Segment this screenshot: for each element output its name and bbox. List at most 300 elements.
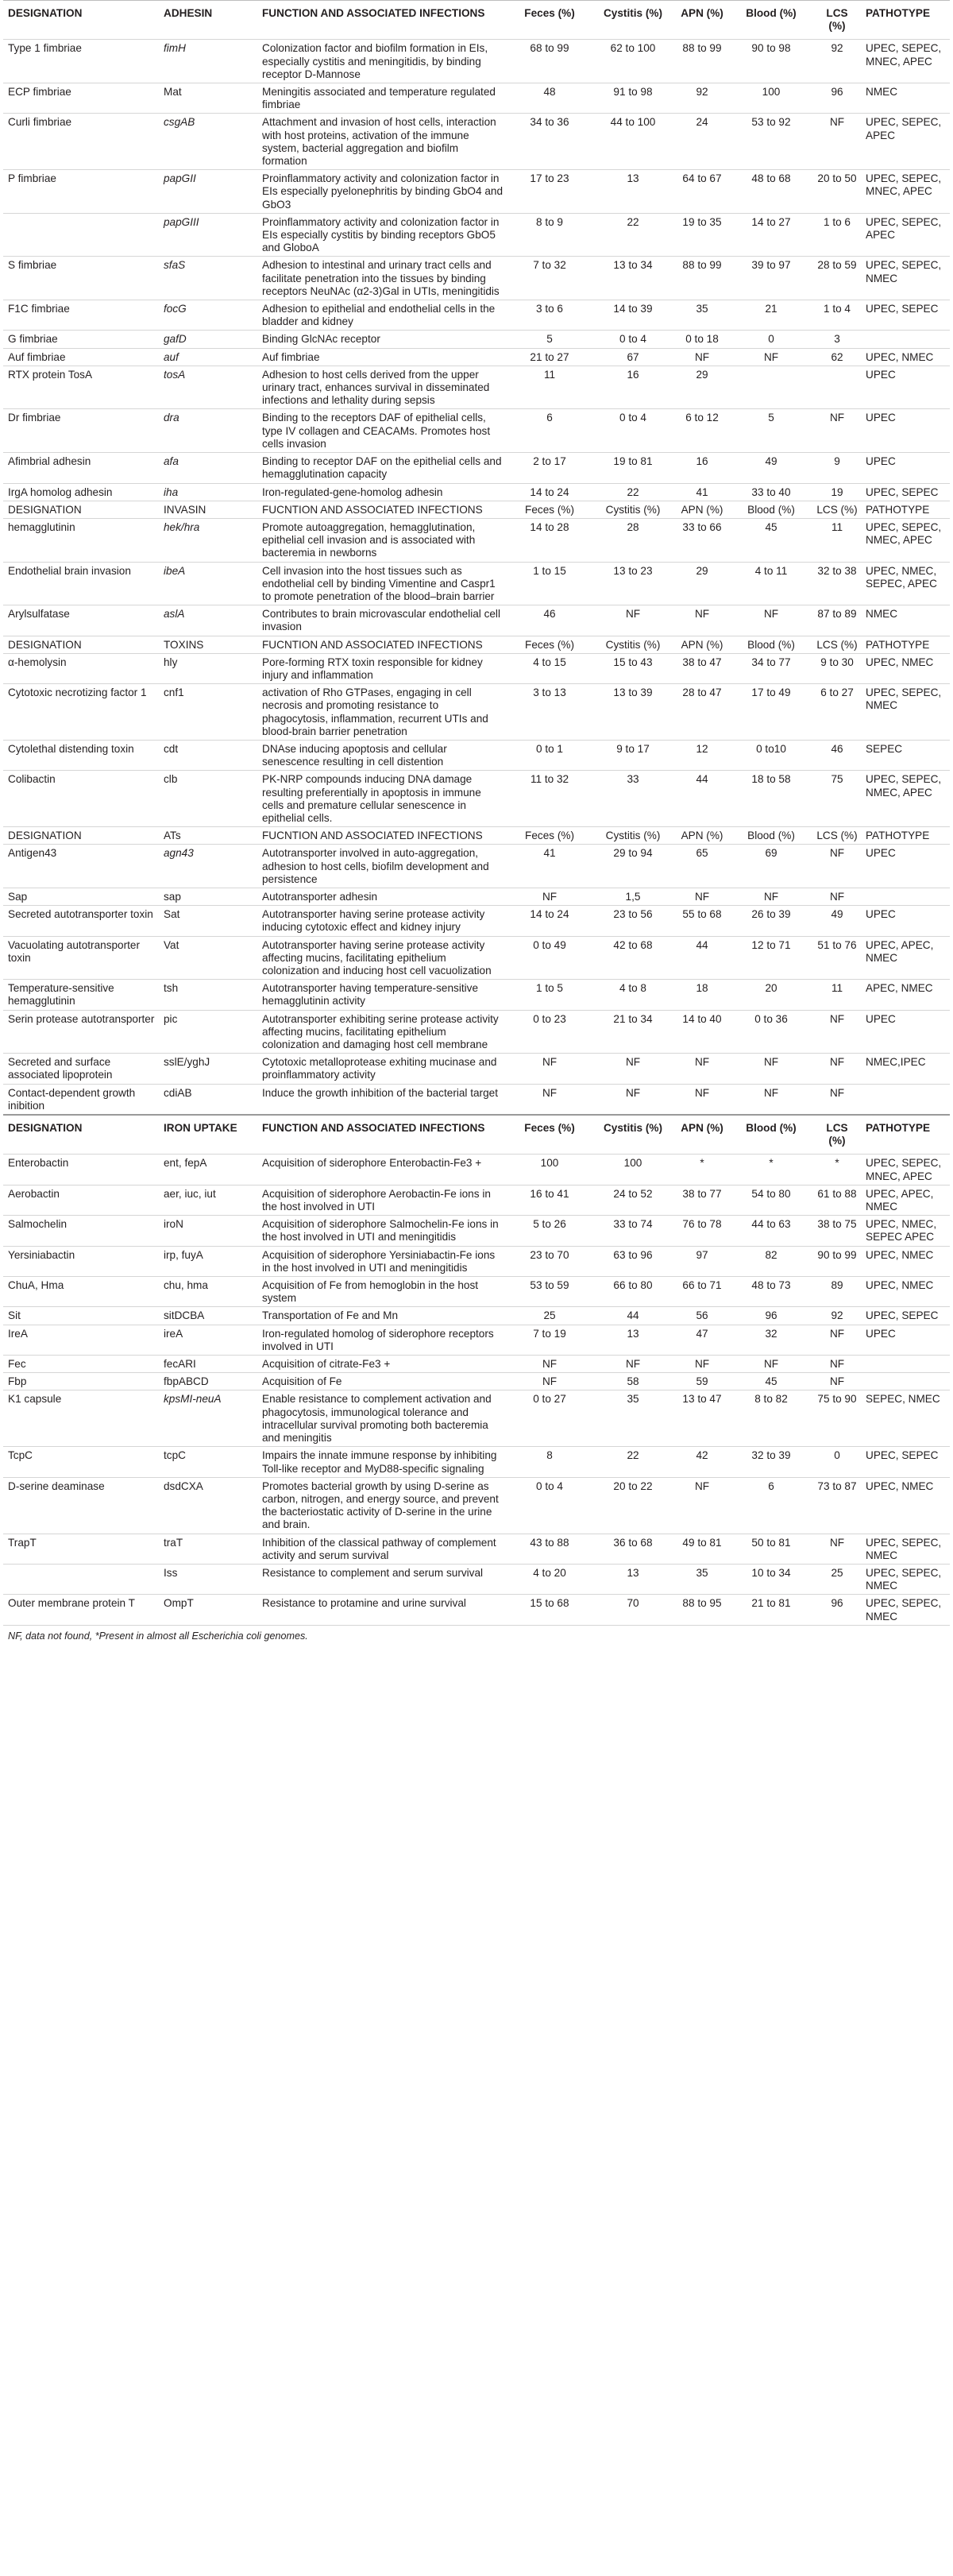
designation-cell: Vacuolating autotransporter toxin	[3, 936, 159, 980]
gene-cell: fecARI	[159, 1356, 257, 1373]
blood-cell: Blood (%)	[729, 827, 812, 845]
designation-cell: DESIGNATION	[3, 827, 159, 845]
apn-cell: 16	[673, 453, 729, 483]
gene-cell: cnf1	[159, 684, 257, 741]
function-cell: Autotransporter having serine protease activity inducing cytotoxic effect and kidney injury	[257, 906, 507, 936]
header-lcs: LCS (%)	[812, 1, 861, 40]
designation-cell: Antigen43	[3, 845, 159, 888]
designation-cell: TcpC	[3, 1447, 159, 1477]
gene-cell: cdiAB	[159, 1084, 257, 1115]
header-pathotype: PATHOTYPE	[861, 1, 950, 40]
header-designation: DESIGNATION	[3, 1, 159, 40]
apn-cell: 97	[673, 1246, 729, 1276]
table-row	[3, 83, 950, 114]
cystitis-cell: 22	[591, 483, 673, 501]
lcs-cell: 62	[812, 348, 861, 366]
cystitis-cell: 0 to 4	[591, 409, 673, 453]
table-row	[3, 300, 950, 331]
table-row	[3, 906, 950, 936]
designation-cell: S fimbriae	[3, 257, 159, 300]
table-row	[3, 257, 950, 300]
lcs-cell: NF	[812, 845, 861, 888]
designation-cell: ECP fimbriae	[3, 83, 159, 114]
table-row	[3, 1010, 950, 1054]
table-row	[3, 1185, 950, 1215]
blood-cell: 10 to 34	[729, 1564, 812, 1594]
feces-cell: NF	[507, 1373, 591, 1390]
gene-cell: tcpC	[159, 1447, 257, 1477]
feces-cell: 34 to 36	[507, 114, 591, 170]
designation-cell: G fimbriae	[3, 331, 159, 348]
apn-cell: NF	[673, 1356, 729, 1373]
table-row	[3, 1595, 950, 1625]
pathotype-cell: UPEC, SEPEC, MNEC, APEC	[861, 1155, 950, 1185]
pathotype-cell: UPEC, NMEC, SEPEC, APEC	[861, 562, 950, 605]
blood-cell: 8 to 82	[729, 1390, 812, 1447]
pathotype-cell	[861, 1084, 950, 1115]
header2-blood: Blood (%)	[729, 1115, 812, 1155]
header-apn: APN (%)	[673, 1, 729, 40]
header-blood: Blood (%)	[729, 1, 812, 40]
cystitis-cell: 36 to 68	[591, 1534, 673, 1564]
cystitis-cell: NF	[591, 1054, 673, 1084]
designation-cell: Cytolethal distending toxin	[3, 740, 159, 770]
table-row	[3, 1054, 950, 1084]
pathotype-cell: UPEC	[861, 1325, 950, 1355]
table-row	[3, 1564, 950, 1594]
table-row	[3, 1084, 950, 1115]
designation-cell: Sit	[3, 1307, 159, 1325]
cystitis-cell: 67	[591, 348, 673, 366]
feces-cell: 14 to 24	[507, 483, 591, 501]
feces-cell: 0 to 1	[507, 740, 591, 770]
table-row	[3, 1390, 950, 1447]
cystitis-cell: 22	[591, 1447, 673, 1477]
pathotype-cell: UPEC, SEPEC, NMEC, APEC	[861, 518, 950, 562]
blood-cell: 49	[729, 453, 812, 483]
feces-cell: 41	[507, 845, 591, 888]
pathotype-cell: UPEC, NMEC	[861, 1477, 950, 1534]
gene-cell: dsdCXA	[159, 1477, 257, 1534]
cystitis-cell: 42 to 68	[591, 936, 673, 980]
function-cell: Induce the growth inhibition of the bacterial target	[257, 1084, 507, 1115]
apn-cell: 14 to 40	[673, 1010, 729, 1054]
pathotype-cell	[861, 1356, 950, 1373]
table-row	[3, 845, 950, 888]
feces-cell: 8 to 9	[507, 213, 591, 257]
pathotype-cell: UPEC, NMEC	[861, 1277, 950, 1307]
table-row	[3, 1246, 950, 1276]
cystitis-cell: 100	[591, 1155, 673, 1185]
cystitis-cell: NF	[591, 605, 673, 636]
pathotype-cell: NMEC	[861, 83, 950, 114]
lcs-cell: NF	[812, 1373, 861, 1390]
function-cell: Iron-regulated homolog of siderophore receptors involved in UTI	[257, 1325, 507, 1355]
feces-cell: 0 to 27	[507, 1390, 591, 1447]
cystitis-cell: 13	[591, 1564, 673, 1594]
lcs-cell: 20 to 50	[812, 170, 861, 214]
cystitis-cell: 22	[591, 213, 673, 257]
gene-cell: ATs	[159, 827, 257, 845]
designation-cell: Yersiniabactin	[3, 1246, 159, 1276]
iron-uptake-header-row	[3, 1115, 950, 1155]
cystitis-cell: 13 to 34	[591, 257, 673, 300]
apn-cell: 92	[673, 83, 729, 114]
feces-cell: 14 to 24	[507, 906, 591, 936]
function-cell: Transportation of Fe and Mn	[257, 1307, 507, 1325]
blood-cell: 32	[729, 1325, 812, 1355]
apn-cell: 12	[673, 740, 729, 770]
apn-cell: 88 to 99	[673, 40, 729, 83]
table-row	[3, 1216, 950, 1246]
blood-cell: 34 to 77	[729, 653, 812, 683]
feces-cell: 46	[507, 605, 591, 636]
cystitis-cell: 13 to 23	[591, 562, 673, 605]
designation-cell: Secreted autotransporter toxin	[3, 906, 159, 936]
feces-cell: 5	[507, 331, 591, 348]
blood-cell: 96	[729, 1307, 812, 1325]
pathotype-cell: UPEC, SEPEC	[861, 483, 950, 501]
lcs-cell: 25	[812, 1564, 861, 1594]
cystitis-cell: 28	[591, 518, 673, 562]
cystitis-cell: 14 to 39	[591, 300, 673, 331]
blood-cell: NF	[729, 888, 812, 905]
table-row	[3, 1307, 950, 1325]
function-cell: Proinflammatory activity and colonization factor in EIs especially cystitis by binding receptors GbO5 and GloboA	[257, 213, 507, 257]
function-cell: Promotes bacterial growth by using D-serine as carbon, nitrogen, and energy source, and prevent the bacteriostatic activity of D-serine in the urine and brain.	[257, 1477, 507, 1534]
designation-cell: Salmochelin	[3, 1216, 159, 1246]
feces-cell: 4 to 20	[507, 1564, 591, 1594]
feces-cell: 43 to 88	[507, 1534, 591, 1564]
apn-cell: *	[673, 1155, 729, 1185]
lcs-cell: 3	[812, 331, 861, 348]
designation-cell: α-hemolysin	[3, 653, 159, 683]
cystitis-cell: 58	[591, 1373, 673, 1390]
apn-cell: 29	[673, 562, 729, 605]
apn-cell: 44	[673, 771, 729, 827]
cystitis-cell: 15 to 43	[591, 653, 673, 683]
feces-cell: 23 to 70	[507, 1246, 591, 1276]
designation-cell: Secreted and surface associated lipoprotein	[3, 1054, 159, 1084]
header-cystitis: Cystitis (%)	[591, 1, 673, 40]
lcs-cell: 9	[812, 453, 861, 483]
gene-cell: tosA	[159, 366, 257, 409]
blood-cell: 53 to 92	[729, 114, 812, 170]
feces-cell: 0 to 4	[507, 1477, 591, 1534]
feces-cell: 15 to 68	[507, 1595, 591, 1625]
function-cell: Enable resistance to complement activation and phagocytosis, immunological tolerance and intracellular survival promoting both bacteremia and meningitis	[257, 1390, 507, 1447]
function-cell: Proinflammatory activity and colonization factor in EIs especially pyelonephritis by binding GbO4 and GbO3	[257, 170, 507, 214]
table-row	[3, 936, 950, 980]
feces-cell: 1 to 15	[507, 562, 591, 605]
designation-cell: Fbp	[3, 1373, 159, 1390]
feces-cell: 7 to 32	[507, 257, 591, 300]
lcs-cell: 96	[812, 83, 861, 114]
apn-cell: 33 to 66	[673, 518, 729, 562]
table-row	[3, 771, 950, 827]
feces-cell: Feces (%)	[507, 827, 591, 845]
table-row	[3, 170, 950, 214]
apn-cell: 47	[673, 1325, 729, 1355]
cystitis-cell: 0 to 4	[591, 331, 673, 348]
table-row	[3, 740, 950, 770]
apn-cell: APN (%)	[673, 501, 729, 518]
designation-cell: RTX protein TosA	[3, 366, 159, 409]
function-cell: Acquisition of citrate-Fe3 +	[257, 1356, 507, 1373]
lcs-cell: *	[812, 1155, 861, 1185]
pathotype-cell: UPEC, SEPEC, NMEC	[861, 1595, 950, 1625]
pathotype-cell: UPEC	[861, 845, 950, 888]
lcs-cell: 19	[812, 483, 861, 501]
blood-cell: 5	[729, 409, 812, 453]
feces-cell: 0 to 49	[507, 936, 591, 980]
table-row	[3, 653, 950, 683]
cystitis-cell: 44 to 100	[591, 114, 673, 170]
function-cell: PK-NRP compounds inducing DNA damage resulting preferentially in apoptosis in immune cells and premature cellular senescence in epithelial cells.	[257, 771, 507, 827]
function-cell: Binding to receptor DAF on the epithelial cells and hemagglutination capacity	[257, 453, 507, 483]
lcs-cell: 61 to 88	[812, 1185, 861, 1215]
blood-cell	[729, 366, 812, 409]
feces-cell: 21 to 27	[507, 348, 591, 366]
gene-cell: dra	[159, 409, 257, 453]
gene-cell: iroN	[159, 1216, 257, 1246]
lcs-cell: NF	[812, 114, 861, 170]
lcs-cell: 11	[812, 980, 861, 1010]
blood-cell: 0	[729, 331, 812, 348]
pathotype-cell: UPEC, SEPEC, APEC	[861, 114, 950, 170]
gene-cell: cdt	[159, 740, 257, 770]
table-row	[3, 366, 950, 409]
pathotype-cell: PATHOTYPE	[861, 636, 950, 653]
gene-cell: Sat	[159, 906, 257, 936]
function-cell: Impairs the innate immune response by inhibiting Toll-like receptor and MyD88-specific signaling	[257, 1447, 507, 1477]
gene-cell: sap	[159, 888, 257, 905]
gene-cell: focG	[159, 300, 257, 331]
cystitis-cell: 70	[591, 1595, 673, 1625]
lcs-cell: 75	[812, 771, 861, 827]
apn-cell: 56	[673, 1307, 729, 1325]
table-body-section-3	[3, 1155, 950, 1625]
function-cell: Autotransporter exhibiting serine protease activity affecting mucins, facilitating epithelium colonization and damaging host cell membrane	[257, 1010, 507, 1054]
pathotype-cell: PATHOTYPE	[861, 827, 950, 845]
blood-cell: 54 to 80	[729, 1185, 812, 1215]
apn-cell: 88 to 95	[673, 1595, 729, 1625]
feces-cell: Feces (%)	[507, 501, 591, 518]
blood-cell: NF	[729, 1054, 812, 1084]
gene-cell: chu, hma	[159, 1277, 257, 1307]
table-row	[3, 827, 950, 845]
cystitis-cell: NF	[591, 1084, 673, 1115]
function-cell: Autotransporter having temperature-sensitive hemagglutinin activity	[257, 980, 507, 1010]
lcs-cell: 46	[812, 740, 861, 770]
pathotype-cell: NMEC	[861, 605, 950, 636]
lcs-cell: 90 to 99	[812, 1246, 861, 1276]
designation-cell: ChuA, Hma	[3, 1277, 159, 1307]
gene-cell: csgAB	[159, 114, 257, 170]
apn-cell: 35	[673, 1564, 729, 1594]
pathotype-cell: UPEC, SEPEC, APEC	[861, 213, 950, 257]
pathotype-cell: UPEC, APEC, NMEC	[861, 1185, 950, 1215]
designation-cell: DESIGNATION	[3, 501, 159, 518]
blood-cell: 44 to 63	[729, 1216, 812, 1246]
gene-cell: agn43	[159, 845, 257, 888]
apn-cell: NF	[673, 605, 729, 636]
blood-cell: 4 to 11	[729, 562, 812, 605]
feces-cell: 3 to 13	[507, 684, 591, 741]
lcs-cell: NF	[812, 1084, 861, 1115]
designation-cell: Dr fimbriae	[3, 409, 159, 453]
pathotype-cell: UPEC, APEC, NMEC	[861, 936, 950, 980]
lcs-cell: 92	[812, 1307, 861, 1325]
table-row	[3, 1477, 950, 1534]
gene-cell: ireA	[159, 1325, 257, 1355]
gene-cell: hek/hra	[159, 518, 257, 562]
apn-cell: NF	[673, 1054, 729, 1084]
gene-cell: Mat	[159, 83, 257, 114]
feces-cell: 11	[507, 366, 591, 409]
function-cell: FUCNTION AND ASSOCIATED INFECTIONS	[257, 636, 507, 653]
apn-cell: 88 to 99	[673, 257, 729, 300]
table-row	[3, 1325, 950, 1355]
table-row	[3, 114, 950, 170]
cystitis-cell: 63 to 96	[591, 1246, 673, 1276]
feces-cell: 100	[507, 1155, 591, 1185]
pathotype-cell: SEPEC, NMEC	[861, 1390, 950, 1447]
blood-cell: NF	[729, 1356, 812, 1373]
apn-cell: APN (%)	[673, 827, 729, 845]
gene-cell: papGII	[159, 170, 257, 214]
gene-cell: Vat	[159, 936, 257, 980]
header2-feces: Feces (%)	[507, 1115, 591, 1155]
designation-cell: Afimbrial adhesin	[3, 453, 159, 483]
pathotype-cell	[861, 331, 950, 348]
table-row	[3, 1447, 950, 1477]
feces-cell: 7 to 19	[507, 1325, 591, 1355]
cystitis-cell: 33	[591, 771, 673, 827]
designation-cell: F1C fimbriae	[3, 300, 159, 331]
apn-cell: 28 to 47	[673, 684, 729, 741]
pathotype-cell: UPEC	[861, 366, 950, 409]
apn-cell: 24	[673, 114, 729, 170]
blood-cell: 14 to 27	[729, 213, 812, 257]
cystitis-cell: 33 to 74	[591, 1216, 673, 1246]
lcs-cell: 28 to 59	[812, 257, 861, 300]
blood-cell: 26 to 39	[729, 906, 812, 936]
table-row	[3, 409, 950, 453]
designation-cell: Colibactin	[3, 771, 159, 827]
gene-cell: ent, fepA	[159, 1155, 257, 1185]
gene-cell: tsh	[159, 980, 257, 1010]
gene-cell: irp, fuyA	[159, 1246, 257, 1276]
header2-function: FUNCTION AND ASSOCIATED INFECTIONS	[257, 1115, 507, 1155]
lcs-cell: NF	[812, 1534, 861, 1564]
cystitis-cell: 1,5	[591, 888, 673, 905]
designation-cell: Endothelial brain invasion	[3, 562, 159, 605]
designation-cell: P fimbriae	[3, 170, 159, 214]
lcs-cell: 0	[812, 1447, 861, 1477]
pathotype-cell	[861, 1373, 950, 1390]
pathotype-cell: UPEC, SEPEC, NMEC	[861, 257, 950, 300]
function-cell: FUCNTION AND ASSOCIATED INFECTIONS	[257, 501, 507, 518]
pathotype-cell: NMEC,IPEC	[861, 1054, 950, 1084]
table-row	[3, 40, 950, 83]
blood-cell: 39 to 97	[729, 257, 812, 300]
gene-cell: kpsMI-neuA	[159, 1390, 257, 1447]
feces-cell: 1 to 5	[507, 980, 591, 1010]
blood-cell: NF	[729, 348, 812, 366]
lcs-cell: NF	[812, 888, 861, 905]
pathotype-cell: UPEC, NMEC	[861, 653, 950, 683]
blood-cell: 33 to 40	[729, 483, 812, 501]
table-row	[3, 636, 950, 653]
function-cell: Binding to the receptors DAF of epithelial cells, type IV collagen and CEACAMs. Promotes host cells invasion	[257, 409, 507, 453]
gene-cell: pic	[159, 1010, 257, 1054]
function-cell: Resistance to protamine and urine survival	[257, 1595, 507, 1625]
pathotype-cell: UPEC, SEPEC, NMEC	[861, 684, 950, 741]
table-row	[3, 331, 950, 348]
cystitis-cell: 19 to 81	[591, 453, 673, 483]
lcs-cell: 11	[812, 518, 861, 562]
designation-cell	[3, 1564, 159, 1594]
header-feces: Feces (%)	[507, 1, 591, 40]
table-row	[3, 1277, 950, 1307]
function-cell: Inhibition of the classical pathway of complement activity and serum survival	[257, 1534, 507, 1564]
function-cell: Cytotoxic metalloprotease exhiting mucinase and proinflammatory activity	[257, 1054, 507, 1084]
apn-cell: 13 to 47	[673, 1390, 729, 1447]
feces-cell: NF	[507, 1054, 591, 1084]
gene-cell: Iss	[159, 1564, 257, 1594]
gene-cell: aer, iuc, iut	[159, 1185, 257, 1215]
header2-designation: DESIGNATION	[3, 1115, 159, 1155]
function-cell: Acquisition of siderophore Aerobactin-Fe ions in the host involved in UTI	[257, 1185, 507, 1215]
lcs-cell: NF	[812, 409, 861, 453]
blood-cell: 45	[729, 518, 812, 562]
pathotype-cell: UPEC	[861, 409, 950, 453]
table-footnote: NF, data not found, *Present in almost all Escherichia coli genomes.	[8, 1630, 308, 1642]
pathotype-cell: UPEC, SEPEC	[861, 1307, 950, 1325]
designation-cell: Aerobactin	[3, 1185, 159, 1215]
cystitis-cell: 4 to 8	[591, 980, 673, 1010]
function-cell: Acquisition of siderophore Enterobactin-Fe3 +	[257, 1155, 507, 1185]
blood-cell: 48 to 68	[729, 170, 812, 214]
table-row	[3, 1155, 950, 1185]
designation-cell: K1 capsule	[3, 1390, 159, 1447]
cystitis-cell: 13	[591, 170, 673, 214]
feces-cell: 8	[507, 1447, 591, 1477]
lcs-cell: 32 to 38	[812, 562, 861, 605]
blood-cell: 100	[729, 83, 812, 114]
feces-cell: 0 to 23	[507, 1010, 591, 1054]
designation-cell: Arylsulfatase	[3, 605, 159, 636]
gene-cell: TOXINS	[159, 636, 257, 653]
apn-cell: 66 to 71	[673, 1277, 729, 1307]
blood-cell: NF	[729, 605, 812, 636]
function-cell: Contributes to brain microvascular endothelial cell invasion	[257, 605, 507, 636]
apn-cell: NF	[673, 888, 729, 905]
header-adhesin: ADHESIN	[159, 1, 257, 40]
designation-cell: IrgA homolog adhesin	[3, 483, 159, 501]
feces-cell: 48	[507, 83, 591, 114]
feces-cell: 68 to 99	[507, 40, 591, 83]
function-cell: Cell invasion into the host tissues such as endothelial cell by binding Vimentine and Caspr1 to promote penetration of the blood–brain barrier	[257, 562, 507, 605]
apn-cell: NF	[673, 1477, 729, 1534]
cystitis-cell: 23 to 56	[591, 906, 673, 936]
table-row	[3, 518, 950, 562]
blood-cell: Blood (%)	[729, 636, 812, 653]
header2-apn: APN (%)	[673, 1115, 729, 1155]
cystitis-cell: 21 to 34	[591, 1010, 673, 1054]
feces-cell: 5 to 26	[507, 1216, 591, 1246]
